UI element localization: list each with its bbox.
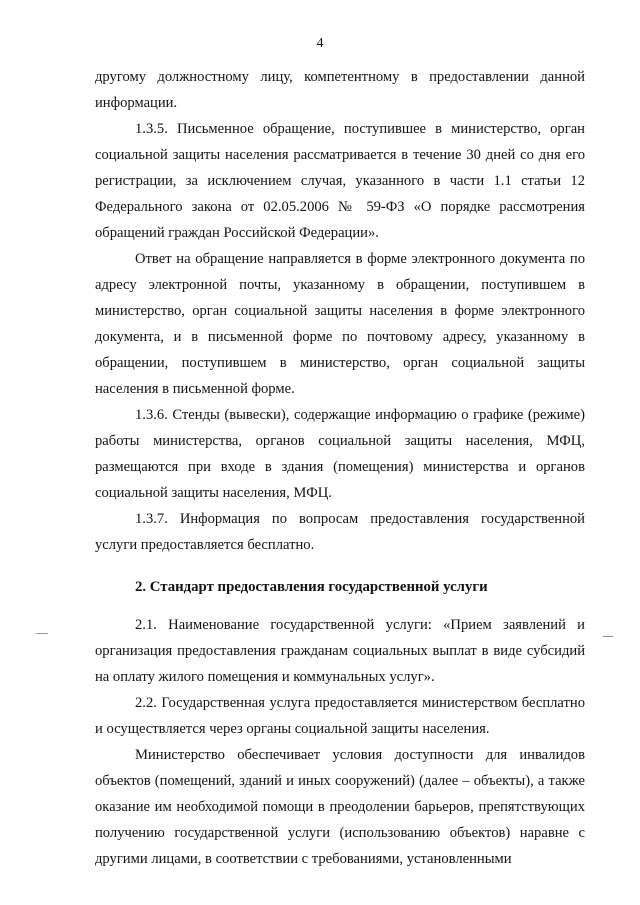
page-number: 4 (316, 36, 324, 51)
paragraph-1-3-7: 1.3.7. Информация по вопросам предоставления государственной услуги предоставляется бесплатно. (95, 511, 585, 553)
paragraph-1-3-6: 1.3.6. Стенды (вывески), содержащие информацию о графике (режиме) работы министерства, органов социальной защиты населения, МФЦ, размещаются при входе в здания (помещения) министерства и органов социальной защиты населения, МФЦ. (95, 407, 585, 501)
section-heading: 2. Стандарт предоставления государственной услуги (135, 579, 488, 595)
right-margin-mark (603, 636, 613, 637)
left-margin-mark (36, 633, 48, 634)
paragraph-continuation: другому должностному лицу, компетентному в предоставлении данной информации. (95, 69, 585, 111)
paragraph-accessibility: Министерство обеспечивает условия доступности для инвалидов объектов (помещений, зданий и иных сооружений) (далее – объекты), а также оказание им необходимой помощи в преодолении барьеров, препятствующих получению государственной услуги (использованию объектов) наравне с другими лицами, в соответствии с требованиями, установленными (95, 747, 585, 867)
document-body (95, 64, 585, 872)
paragraph-response-form: Ответ на обращение направляется в форме электронного документа по адресу электронной почты, указанному в обращении, поступившем в министерство, орган социальной защиты населения в форме электронного документа, и в письменной форме по почтовому адресу, указанному в обращении, поступившем в министерство, орган социальной защиты населения в письменной форме. (95, 251, 585, 397)
paragraph-2-2: 2.2. Государственная услуга предоставляется министерством бесплатно и осуществляется через органы социальной защиты населения. (95, 695, 585, 737)
paragraph-2-1: 2.1. Наименование государственной услуги: «Прием заявлений и организация предоставления гражданам социальных выплат в виде субсидий на оплату жилого помещения и коммунальных услуг». (95, 617, 585, 685)
paragraph-1-3-5: 1.3.5. Письменное обращение, поступившее в министерство, орган социальной защиты населения рассматривается в течение 30 дней со дня его регистрации, за исключением случая, указанного в части 1.1 статьи 12 Федерального закона от 02.05.2006 № 59-ФЗ «О порядке рассмотрения обращений граждан Российской Федерации». (95, 121, 585, 241)
